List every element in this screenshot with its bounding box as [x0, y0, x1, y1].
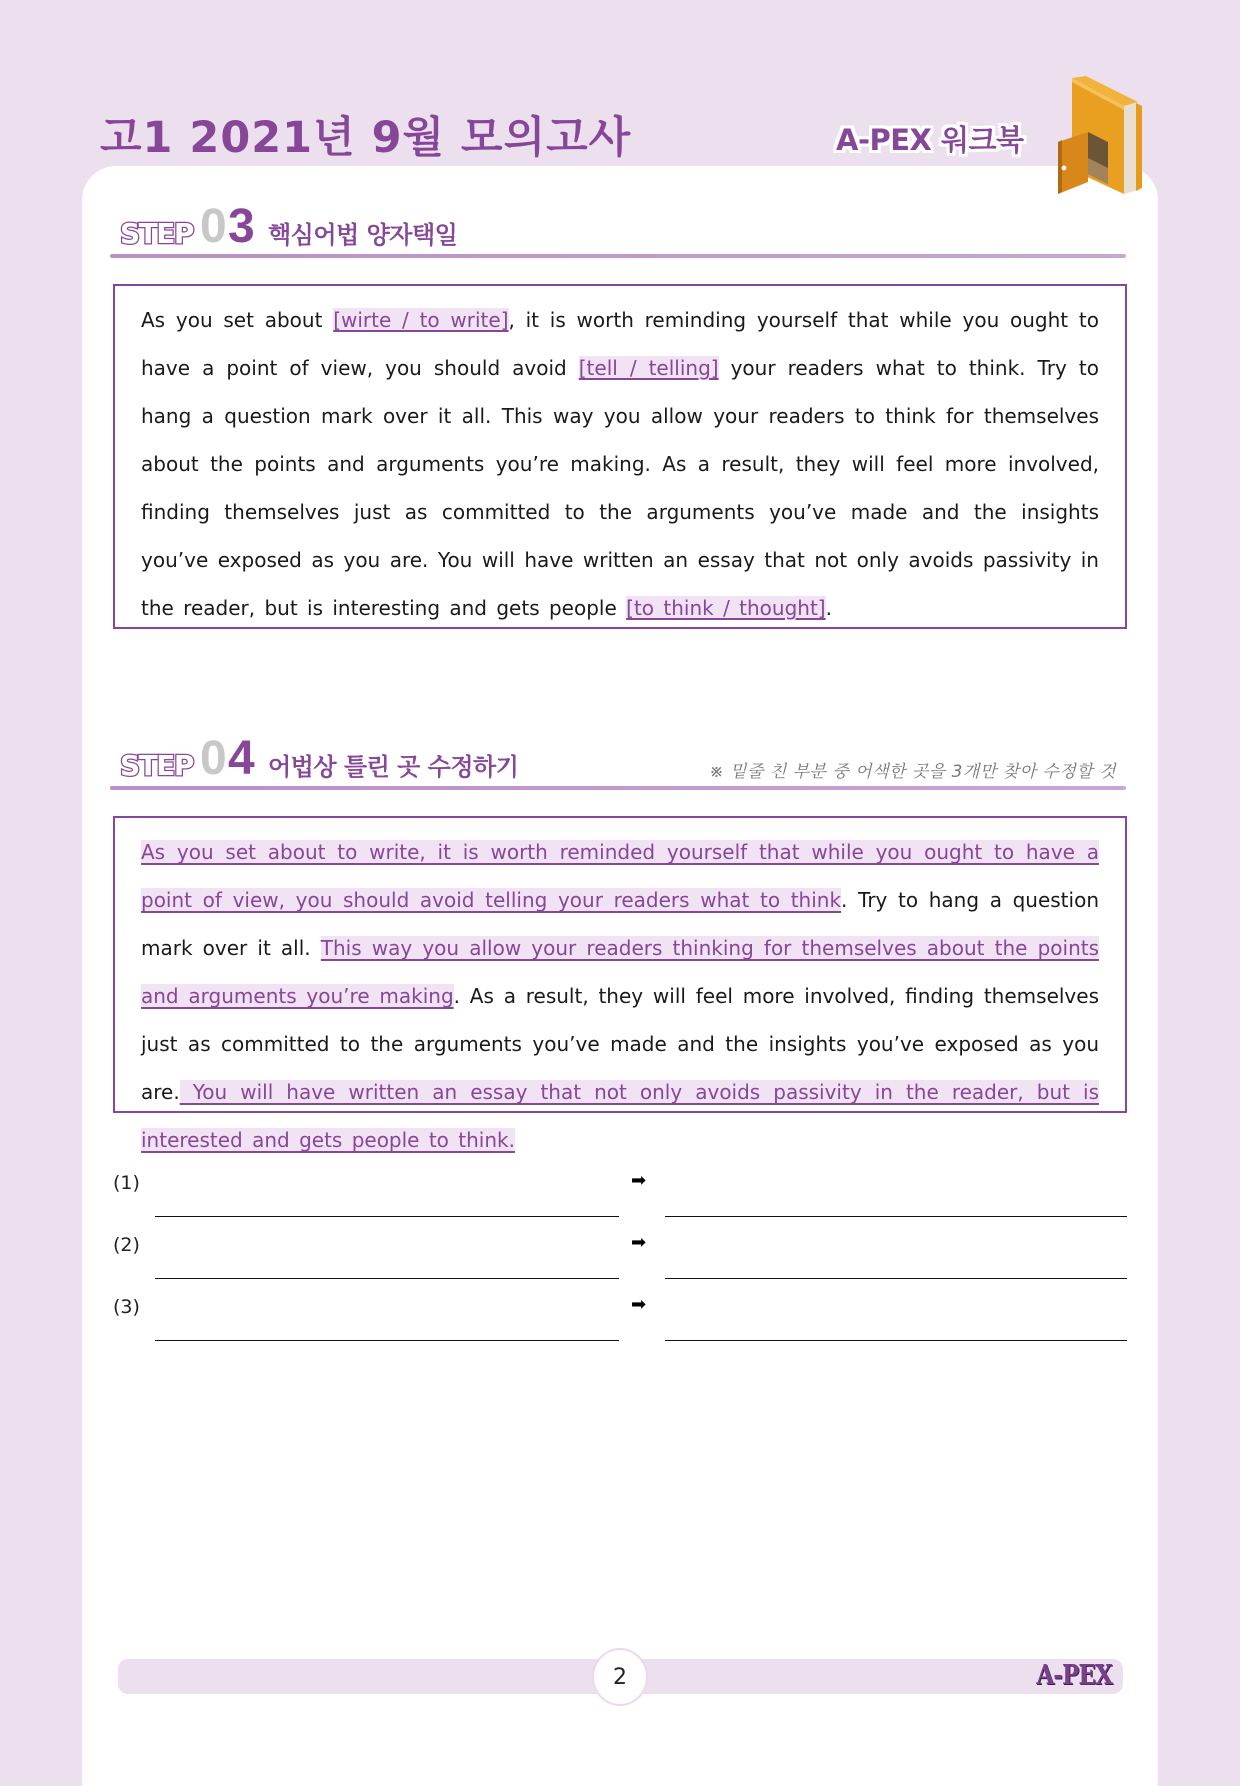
correction-blank[interactable]	[665, 1216, 1127, 1217]
answer-section	[113, 1160, 1127, 1346]
passage-text: . As a result, they will feel more involved, finding themselves just as committed to the arguments you’ve made and the insights you’ve exposed as you are.	[141, 984, 1099, 1104]
underlined-segment: As you set about to write, it is worth reminded yourself that while you ought to have a point of view, you should avoid telling your readers what to think	[141, 840, 1099, 912]
step4-passage-box	[113, 816, 1127, 1152]
correction-blank[interactable]	[665, 1340, 1127, 1341]
step-title: 어법상 틀린 곳 수정하기	[268, 753, 519, 781]
instruction-note: ※ 밑줄 친 부분 중 어색한 곳을 3개만 찾아 수정할 것	[709, 762, 1116, 782]
answer-row	[113, 1222, 1127, 1284]
step3-passage-box	[113, 284, 1127, 629]
step-label: STEP	[120, 217, 193, 250]
underlined-segment: You will have written an essay that not only avoids passivity in the reader, but is interested and gets people to think.	[141, 1080, 1099, 1152]
step3-header	[110, 200, 1126, 258]
answer-label: (1)	[113, 1172, 140, 1194]
header-divider	[110, 254, 1126, 258]
passage-text: your readers what to think. Try to hang a question mark over it all. This way you allow your readers to think for themselves about the points and arguments you’re making. As a result, they will feel more involved, finding themselves just as committed to the arguments you’ve made and the insights you’ve exposed as you are. You will have written an essay that not only avoids passivity in the reader, but is interesting and gets people	[141, 356, 1099, 620]
passage-text: As you set about	[141, 308, 334, 332]
answer-row	[113, 1160, 1127, 1222]
wrong-expression-blank[interactable]	[155, 1278, 619, 1279]
answer-label: (3)	[113, 1296, 140, 1318]
correction-blank[interactable]	[665, 1278, 1127, 1279]
answer-label: (2)	[113, 1234, 140, 1256]
step-number-prefix: 0	[200, 732, 227, 785]
choice-option[interactable]: [to think / thought]	[626, 596, 826, 620]
step-number-prefix: 0	[200, 200, 227, 253]
step3-passage	[141, 296, 1099, 632]
arrow-right-icon: ➡	[631, 1170, 647, 1190]
arrow-right-icon: ➡	[631, 1232, 647, 1252]
workbook-badge: A-PEX 워크북	[836, 123, 1024, 157]
answer-row	[113, 1284, 1127, 1346]
step-number: 4	[228, 732, 255, 785]
arrow-right-icon: ➡	[631, 1294, 647, 1314]
header-divider	[110, 786, 1126, 790]
page-number: 2	[592, 1648, 648, 1706]
step-title: 핵심어법 양자택일	[268, 221, 458, 249]
step4-header	[110, 732, 1126, 790]
underlined-segment: This way you allow your readers thinking for themselves about the points and arguments you’re making	[141, 936, 1100, 1008]
step-label: STEP	[120, 749, 193, 782]
book-with-door-icon	[1052, 76, 1144, 200]
step-number: 3	[228, 200, 255, 253]
wrong-expression-blank[interactable]	[155, 1340, 619, 1341]
passage-text: . Try to hang a question mark over it all.	[141, 888, 1099, 960]
passage-text: .	[825, 596, 832, 620]
step4-passage	[141, 828, 1099, 1164]
wrong-expression-blank[interactable]	[155, 1216, 619, 1217]
choice-option[interactable]: [tell / telling]	[578, 356, 719, 380]
footer-brand-logo: A-PEX	[1036, 1660, 1112, 1691]
passage-text: , it is worth reminding yourself that while you ought to have a point of view, you should avoid	[141, 308, 1099, 380]
page-title: 고1 2021년 9월 모의고사	[100, 113, 632, 163]
choice-option[interactable]: [wirte / to write]	[333, 308, 509, 332]
